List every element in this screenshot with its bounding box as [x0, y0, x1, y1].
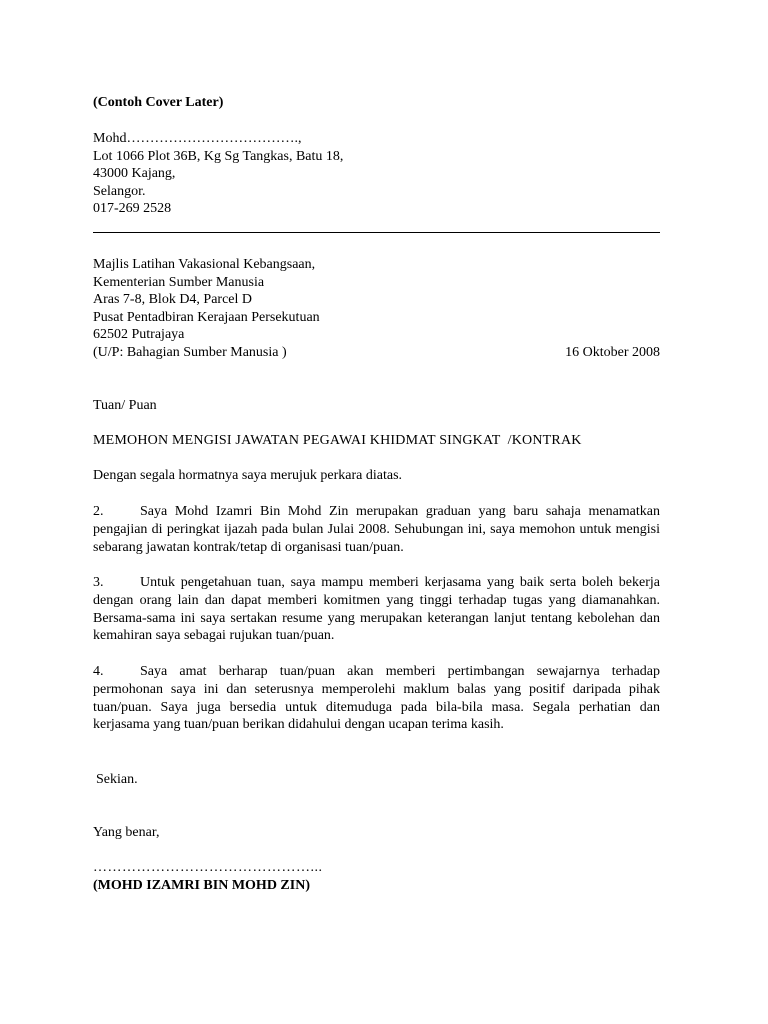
recipient-line4: Pusat Pentadbiran Kerajaan Persekutuan	[93, 309, 320, 325]
recipient-line2: Kementerian Sumber Manusia	[93, 274, 265, 290]
sender-address-line1: Lot 1066 Plot 36B, Kg Sg Tangkas, Batu 18,	[93, 148, 344, 164]
paragraph-4-text: Saya amat berharap tuan/puan akan memberi pertimbangan sewajarnya terhadap permohonan saya ini dan seterusnya memperolehi maklum balas yang positif daripada pihak tuan/puan. Saya juga bersedia untuk ditemuduga pada bila-bila masa. Segala perhatian dan kerjasama yang tuan/puan berikan didahului dengan ucapan terima kasih.	[93, 664, 660, 733]
intro-line: Dengan segala hormatnya saya merujuk perkara diatas.	[93, 468, 403, 483]
paragraph-3	[93, 574, 660, 645]
attention-row	[93, 344, 660, 362]
paragraph-4	[93, 663, 660, 734]
header-divider	[93, 232, 660, 233]
sender-block	[93, 130, 343, 218]
paragraph-2	[93, 503, 660, 556]
paragraph-2-text: Saya Mohd Izamri Bin Mohd Zin merupakan graduan yang baru sahaja menamatkan pengajian di peringkat ijazah pada bulan Julai 2008. Sehubungan ini, saya memohon untuk mengisi sebarang jawatan kontrak/tetap di organisasi tuan/puan.	[93, 504, 660, 555]
letter-subject-text: MEMOHON MENGISI JAWATAN PEGAWAI KHIDMAT SINGKAT /KONTRAK	[93, 433, 582, 448]
letter-heading: (Contoh Cover Later)	[93, 95, 224, 110]
paragraph-2-number: 2.	[93, 504, 104, 519]
closing: Sekian.	[96, 772, 138, 787]
recipient-attention: (U/P: Bahagian Sumber Manusia )	[93, 344, 287, 360]
paragraph-3-text: Untuk pengetahuan tuan, saya mampu memberi kerjasama yang baik serta boleh bekerja dengan orang lain dan dapat memberi komitmen yang tinggi terhadap tugas yang diamanahkan. Bersama-sama ini saya sertakan resume yang merupakan keterangan lanjut tentang kebolehan dan kemahiran saya sebagai rujukan tuan/puan.	[93, 575, 660, 644]
sender-address-line2: 43000 Kajang,	[93, 166, 176, 181]
paragraph-4-number: 4.	[93, 664, 104, 679]
signatory-name: (MOHD IZAMRI BIN MOHD ZIN)	[93, 878, 310, 893]
sender-name: Mohd……………………………….,	[93, 131, 302, 146]
recipient-block	[93, 256, 660, 361]
yours-line: Yang benar,	[93, 825, 160, 840]
recipient-line5: 62502 Putrajaya	[93, 327, 185, 342]
letter-date: 16 Oktober 2008	[565, 344, 660, 360]
signature-line: ………………………………………...	[93, 860, 323, 875]
recipient-line3: Aras 7-8, Blok D4, Parcel D	[93, 292, 253, 307]
sender-address-line3: Selangor.	[93, 183, 146, 199]
sender-phone: 017-269 2528	[93, 201, 172, 216]
paragraph-3-number: 3.	[93, 575, 104, 590]
salutation: Tuan/ Puan	[93, 398, 157, 413]
letter-subject	[93, 433, 582, 449]
recipient-line1: Majlis Latihan Vakasional Kebangsaan,	[93, 257, 316, 272]
